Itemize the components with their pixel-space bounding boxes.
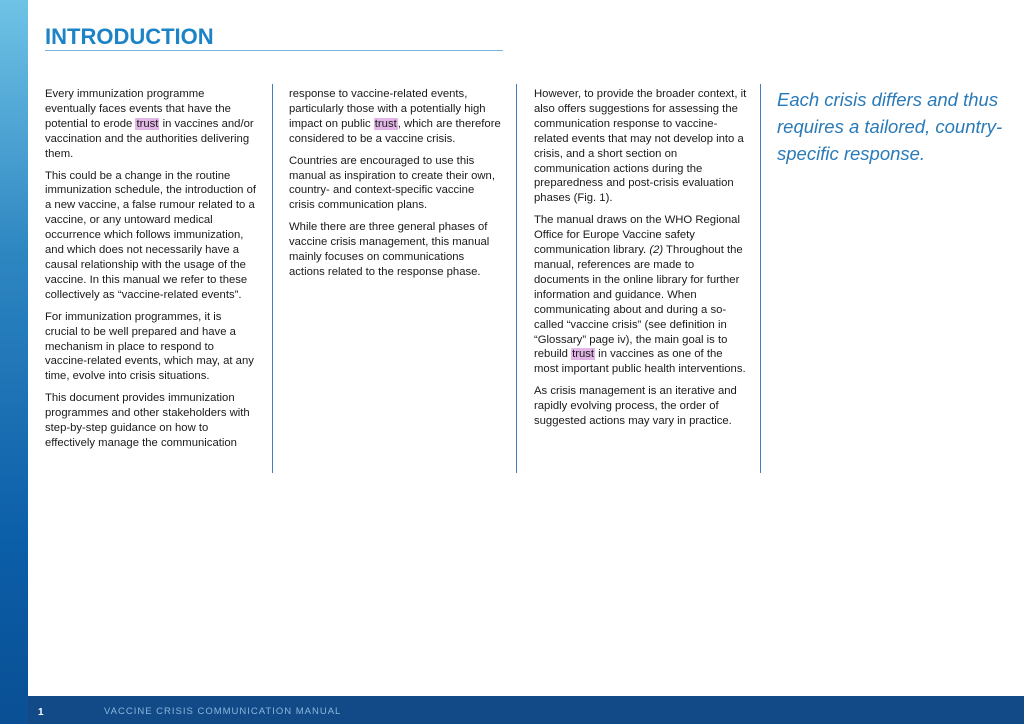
paragraph: Countries are encouraged to use this manual as inspiration to create their own, country- and context-specific vaccine crisis communication plans. (289, 154, 495, 212)
text-run: Throughout the manual, references are made to documents in the online library for further information and guidance. When communicating about and during a so-called “vaccine crisis” (see definition in “Glossary” page iv), the main goal is to rebuild (534, 244, 743, 361)
text-column-1 (45, 87, 257, 458)
text-run: in vaccines and/or vaccination and the authorities delivering them. (45, 117, 254, 160)
highlighted-word-trust: trust (572, 348, 595, 361)
text-column-3 (534, 87, 747, 436)
column-divider (272, 84, 273, 473)
paragraph: As crisis management is an iterative and rapidly evolving process, the order of suggested actions may vary in practice. (534, 385, 737, 428)
text-run: Every immunization programme eventually faces events that have the potential to erode (45, 88, 231, 130)
footer-document-title: VACCINE CRISIS COMMUNICATION MANUAL (104, 706, 342, 717)
paragraph: This could be a change in the routine immunization schedule, the introduction of a new vaccine, a false rumour related to a vaccine, or any untoward medical occurrence which follows immunization, and which does not necessarily have a causal relationship with the usage of the vaccine. In this manual we refer to these collectively as “vaccine-related events”. (45, 169, 256, 301)
paragraph (534, 213, 747, 377)
left-accent-stripe (0, 0, 28, 724)
text-run: The manual draws on the WHO Regional Office for Europe Vaccine safety communication library. (534, 214, 740, 257)
text-run: , which are therefore considered to be a vaccine crisis. (289, 117, 501, 145)
reference-number: (2) (649, 244, 664, 257)
title-underline (45, 50, 503, 51)
paragraph: However, to provide the broader context, it also offers suggestions for assessing the communication response to vaccine-related events that may not develop into a crisis, and a short section on communication actions during the preparedness and post-crisis evaluation phases (Fig. 1). (534, 88, 747, 205)
text-run: response to vaccine-related events, particularly those with a potentially high impact on public (289, 88, 486, 130)
column-divider (516, 84, 517, 473)
paragraph (289, 87, 501, 147)
page-title: INTRODUCTION (45, 24, 214, 49)
pull-quote: Each crisis differs and thus requires a tailored, country-specific response. (777, 89, 1003, 164)
text-column-2 (289, 87, 501, 287)
text-run: in vaccines as one of the most important public health interventions. (534, 348, 746, 376)
highlighted-word-trust: trust (136, 117, 159, 130)
paragraph: For immunization programmes, it is crucial to be well prepared and have a mechanism in place to respond to vaccine-related events, which may, at any time, evolve into crisis situations. (45, 310, 254, 383)
paragraph: While there are three general phases of vaccine crisis management, this manual mainly focuses on communications actions related to the response phase. (289, 221, 490, 278)
page-number: 1 (38, 707, 44, 718)
highlighted-word-trust: trust (374, 117, 397, 130)
column-divider (760, 84, 761, 473)
paragraph: This document provides immunization programmes and other stakeholders with step-by-step guidance on how to effectively manage the communication (45, 392, 250, 449)
paragraph (45, 87, 257, 162)
